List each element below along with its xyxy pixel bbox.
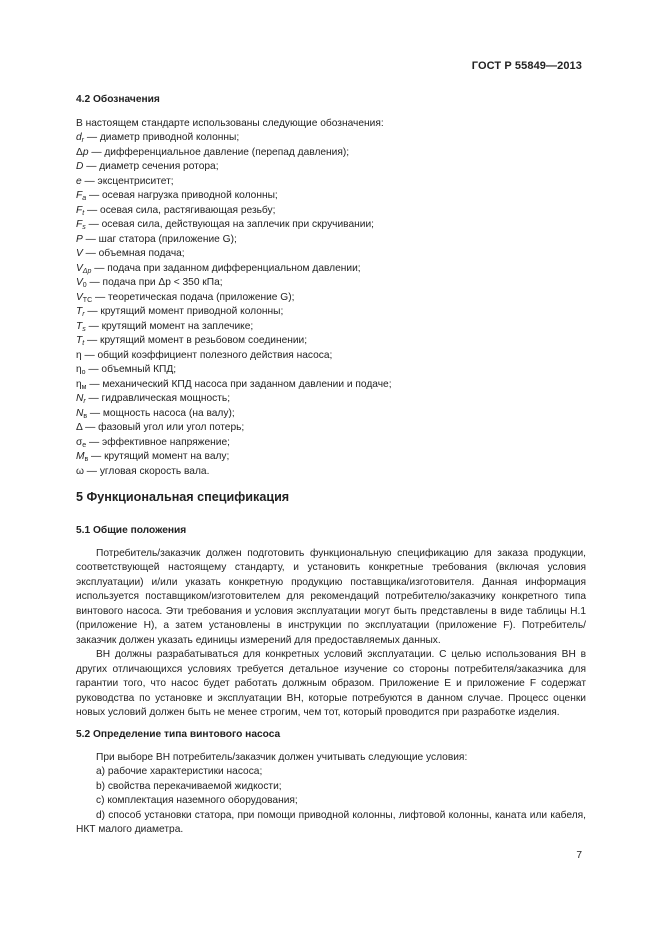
- symbol-definition: P — шаг статора (приложение G);: [76, 233, 237, 245]
- symbols-list: [76, 117, 586, 480]
- list-item: d) способ установки статора, при помощи приводной колонны, лифтовой колонны, каната или кабеля, НКТ малого диаметра.: [76, 809, 586, 835]
- symbol-definition: $T_t$ — крутящий момент в резьбовом соединении;: [76, 335, 308, 347]
- symbol-definition: $d_r$ — диаметр приводной колонны;: [76, 132, 240, 144]
- section-4-2-title: 4.2 Обозначения: [76, 94, 160, 105]
- symbol-definition: $N_r$ — гидравлическая мощность;: [76, 393, 231, 405]
- list-item: а) рабочие характеристики насоса;: [96, 766, 263, 777]
- symbol-definition: $F_a$ — осевая нагрузка приводной колонны;: [76, 190, 278, 202]
- symbol-definition: ω — угловая скорость вала.: [76, 465, 210, 477]
- symbol-definition: D — диаметр сечения ротора;: [76, 161, 219, 172]
- symbol-definition: $V_{\Delta p}$ — подача при заданном дифференциальном давлении;: [76, 262, 361, 275]
- symbol-definition: e — эксцентриситет;: [76, 175, 174, 187]
- section-5-2: [76, 728, 586, 838]
- symbol-definition: $\eta_м$ — механический КПД насоса при заданном давлении и подаче;: [76, 378, 392, 391]
- section-5-2-intro: При выборе ВН потребитель/заказчик должен учитывать следующие условия:: [96, 751, 468, 763]
- standard-header: ГОСТ Р 55849—2013: [471, 60, 582, 72]
- section-5-1: [76, 524, 586, 721]
- symbol-definition: $M_в$ — крутящий момент на валу;: [76, 451, 230, 463]
- page-number: 7: [576, 850, 582, 861]
- symbol-definition: Δ — фазовый угол или угол потерь;: [76, 422, 245, 433]
- symbol-definition: $\sigma_e$ — эффективное напряжение;: [76, 436, 230, 449]
- list-item: c) комплектация наземного оборудования;: [96, 795, 298, 806]
- section-5-title: 5 Функциональная спецификация: [76, 490, 290, 504]
- section-5-2-title: 5.2 Определение типа винтового насоса: [76, 729, 281, 740]
- symbol-definition: $N_в$ — мощность насоса (на валу);: [76, 407, 235, 420]
- symbol-definition: $\eta_о$ — объемный КПД;: [76, 364, 177, 376]
- list-item: b) свойства перекачиваемой жидкости;: [96, 780, 282, 792]
- symbol-definition: η — общий коэффициент полезного действия насоса;: [76, 349, 333, 361]
- section-5: [76, 490, 586, 505]
- symbol-definition: $F_t$ — осевая сила, растягивающая резьбу;: [76, 204, 276, 217]
- section-5-1-title: 5.1 Общие положения: [76, 525, 187, 536]
- symbol-definition: $V_{TC}$ — теоретическая подача (приложение G);: [76, 291, 295, 304]
- symbol-definition: $T_r$ — крутящий момент приводной колонны;: [76, 306, 284, 318]
- symbol-definition: $T_s$ — крутящий момент на заплечике;: [76, 320, 254, 333]
- symbols-intro: В настоящем стандарте использованы следующие обозначения:: [76, 117, 384, 129]
- paragraph-5-1-2: ВН должны разрабатываться для конкретных условий эксплуатации. С целью использования ВН в других отличающихся условиях требуется детальное изучение со стороны потребителя/заказчика для гарантии того, что насос будет работать должным образом. Приложение Е и приложение F содержат руководства по установке и эксплуатации ВН, которые потребуются в данном случае. Процесс оценки новых условий должен быть не менее строгим, чем тот, который проводится при разработке изделия.: [76, 649, 586, 718]
- symbol-definition: $F_s$ — осевая сила, действующая на заплечик при скручивании;: [76, 219, 374, 231]
- symbols-container: [76, 131, 586, 479]
- section-4-2: [76, 93, 586, 479]
- paragraph-5-1-1: Потребитель/заказчик должен подготовить функциональную спецификацию для заказа продукции, соответствующей настоящему стандарту, и установить конкретные требования (включая условия эксплуатации) и/или указать конкретную продукцию поставщика/изготовителя. Данная информация используется поставщиком/изготовителем для рекомендаций потребителю/заказчику конкретного типа винтового насоса. Эти требования и условия эксплуатации могут быть представлены в виде таблицы Н.1 (приложение Н), а затем установлены в инструкции по эксплуатации (приложение F). Потребитель/заказчик должен указать единицы измерений для предоставляемых данных.: [76, 547, 586, 646]
- symbol-definition: Δp — дифференциальное давление (перепад давления);: [76, 146, 350, 158]
- symbol-definition: V — объемная подача;: [76, 248, 185, 259]
- symbol-definition: $V_0$ — подача при Δp < 350 кПа;: [76, 277, 223, 289]
